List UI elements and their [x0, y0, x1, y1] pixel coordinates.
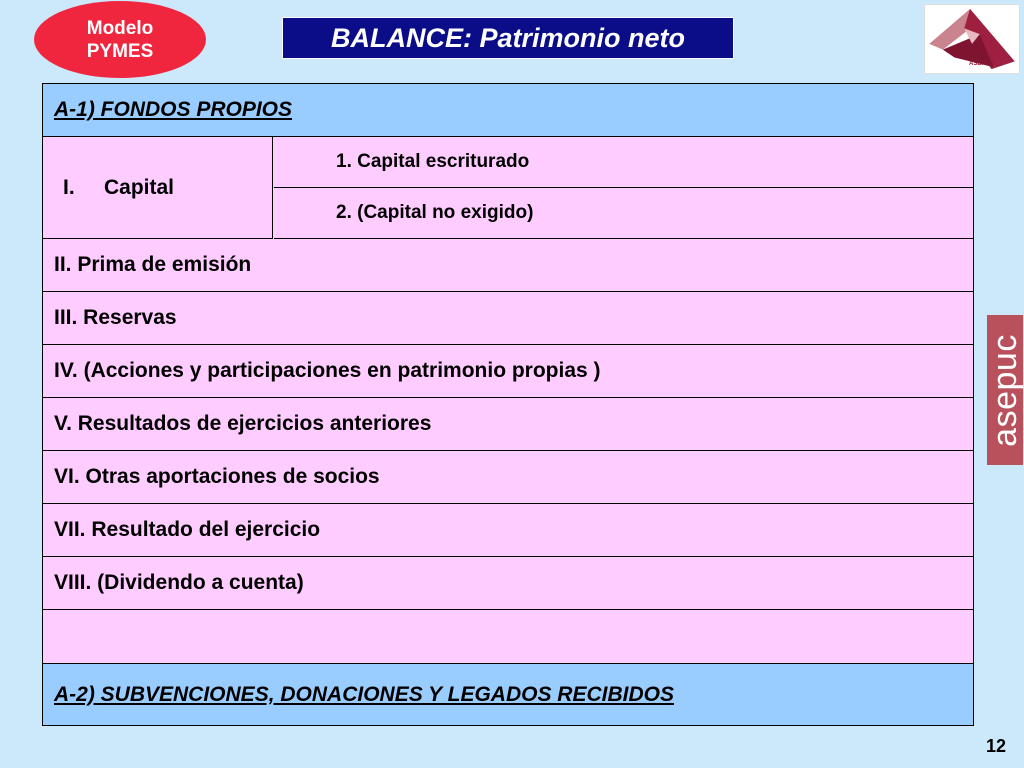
table-row-empty — [43, 610, 973, 664]
badge-line-1: Modelo — [86, 17, 154, 39]
capital-subitem: 2. (Capital no exigido) — [274, 188, 973, 239]
table-row: III. Reservas — [43, 292, 973, 345]
model-badge — [34, 1, 206, 78]
table-row: IV. (Acciones y participaciones en patrimonio propias ) — [43, 345, 973, 398]
capital-numeral: I. — [63, 175, 75, 199]
asepuc-logo — [924, 4, 1020, 74]
equity-table — [42, 83, 974, 726]
slide-title: BALANCE: Patrimonio neto — [282, 17, 734, 59]
table-row: II. Prima de emisión — [43, 239, 973, 292]
table-footer-row: A-2) SUBVENCIONES, DONACIONES Y LEGADOS RECIBIDOS — [43, 664, 973, 725]
table-header-row: A-1) FONDOS PROPIOS — [43, 84, 973, 137]
capital-cell — [43, 137, 273, 239]
side-brand-tab — [987, 315, 1023, 465]
table-row: V. Resultados de ejercicios anteriores — [43, 398, 973, 451]
table-row: VI. Otras aportaciones de socios — [43, 451, 973, 504]
capital-label: Capital — [104, 175, 175, 199]
side-brand-text: asepuc — [985, 333, 1024, 447]
table-row: VIII. (Dividendo a cuenta) — [43, 557, 973, 610]
badge-line-2: PYMES — [86, 40, 154, 62]
capital-subitem: 1. Capital escriturado — [274, 137, 973, 188]
logo-caption: ASEPUC — [969, 61, 995, 67]
table-row: VII. Resultado del ejercicio — [43, 504, 973, 557]
page-number: 12 — [986, 736, 1007, 756]
